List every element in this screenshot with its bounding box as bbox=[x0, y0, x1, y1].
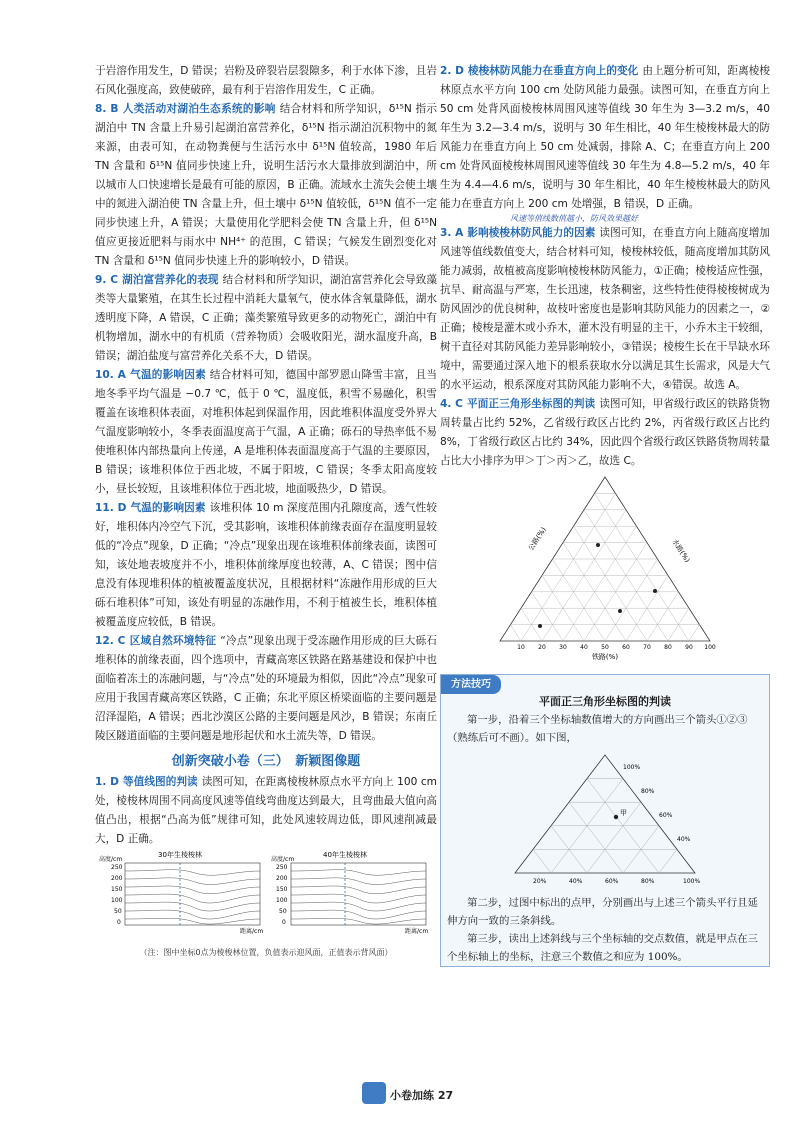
contour-lines-b bbox=[291, 870, 426, 924]
method-tips-box bbox=[440, 674, 770, 967]
bottom-axis-label: 铁路(%) bbox=[591, 653, 619, 661]
paragraph-continued: 于岩溶作用发生，D 错误；岩粉及碎裂岩层裂隙多，利于水体下渗，且岩石风化强度高，致使破碎，最有利于岩溶作用发生，C 正确。 bbox=[95, 65, 437, 96]
ytick: 100 bbox=[111, 897, 123, 904]
ytick: 50 bbox=[279, 908, 287, 915]
percent-label: 40% bbox=[569, 878, 583, 885]
answer-text: 由上题分析可知，距离棱梭林原点水平方向 100 cm 处防风能力最强。读图可知，在垂直方向上 50 cm 处背风面棱梭林周围风速等值线 30 年生为 3—3.2 m/s，40 年生为 3.2—3.4 m/s，说明与 30 年生相比，40 年生棱梭林最大的防风能力在垂直方向上 50 cm 处减弱，排除 A、C；在垂直方向上 200 cm 处背风面棱梭林周围风速等值线 30 年生为 4.8—5.2 m/s，40 年生为 4.4—4.6 m/s，说明与 30 年生相比，40 年生棱梭林最大的防风能力在垂直方向上 200 cm 处增强，B 错误，D 正确。 bbox=[440, 65, 770, 210]
answer-number: 3. A bbox=[440, 227, 464, 239]
point-jia bbox=[596, 543, 600, 547]
answer-tag: 气温的影响因素 bbox=[130, 502, 206, 514]
ytick: 250 bbox=[276, 864, 288, 871]
contour-lines-a bbox=[125, 870, 260, 924]
tips-step-1: 第一步，沿着三个坐标轴数值增大的方向画出三个箭头①②③（熟练后可不画）。如下图， bbox=[447, 714, 748, 744]
percent-label: 40% bbox=[677, 836, 691, 843]
figure-note: （注：图中坐标0点为棱梭林位置，负值表示迎风面，正值表示背风面） bbox=[139, 948, 393, 957]
ytick: 100 bbox=[276, 897, 288, 904]
ytick: 0 bbox=[117, 919, 121, 926]
yticks-b bbox=[276, 864, 288, 926]
answer-number: 12. C bbox=[95, 635, 126, 647]
percent-label: 80% bbox=[641, 788, 655, 795]
tick: 100 bbox=[704, 644, 716, 651]
figure-title-b: 40年生棱梭林 bbox=[323, 851, 367, 859]
answer-number: 2. D bbox=[440, 65, 464, 77]
tick: 80 bbox=[664, 644, 672, 651]
handwritten-note: 风速等值线数值越小，防风效果越好 bbox=[510, 214, 638, 223]
point-ding bbox=[618, 609, 622, 613]
percent-label: 60% bbox=[659, 812, 673, 819]
percent-label: 60% bbox=[605, 878, 619, 885]
left-axis-label: 公路(%) bbox=[526, 525, 548, 553]
ytick: 50 bbox=[114, 908, 122, 915]
province-points bbox=[538, 543, 657, 628]
ytick: 200 bbox=[276, 875, 288, 882]
tick: 10 bbox=[517, 644, 525, 651]
tick: 90 bbox=[685, 644, 693, 651]
answer-10 bbox=[95, 366, 437, 499]
tips-title: 平面正三角形坐标图的判读 bbox=[539, 695, 671, 708]
left-column bbox=[95, 62, 437, 958]
y-axis-label: 高度/cm bbox=[99, 856, 123, 863]
answer-number: 11. D bbox=[95, 502, 127, 514]
answer-tag: 人类活动对湖泊生态系统的影响 bbox=[122, 103, 276, 115]
answer-tag: 等值线图的判读 bbox=[122, 776, 198, 788]
answer-tag: 棱梭林防风能力在垂直方向上的变化 bbox=[467, 65, 639, 77]
ytick: 200 bbox=[111, 875, 123, 882]
answer-text: 结合材料和所学知识，湖泊富营养化会导致藻类等大量繁殖，在其生长过程中消耗大量氧气，使水体含氧量降低，湖水透明度下降，A 错误，C 正确；藻类繁殖导致更多的动物死亡，湖泊中有机物增加，湖水中的有机质（营养物质）会吸收阳光，湖水温度升高，B 错误；湖泊盐度与富营养化关系不大，D 错误。 bbox=[95, 274, 438, 362]
tips-grid bbox=[533, 779, 677, 873]
ytick: 150 bbox=[276, 886, 288, 893]
answer-3 bbox=[440, 224, 770, 395]
answer-text: “冷点”现象出现于受冻融作用形成的巨大砾石堆积体的前缘表面，四个选项中，青藏高寒区铁路在路基建设和保护中也面临着冻土的冻融问题，与“冷点”处的环境最为相似，因此“冷点”现象可应用于我国青藏高寒区铁路，C 正确；东北平原区桥梁面临的主要问题是沼泽湿陷，A 错误；西北沙漠区公路的主要问题是风沙，B 错误；东南丘陵区隧道面临的主要问题是地形起伏和水土流失等，D 错误。 bbox=[95, 635, 438, 742]
answer-tag: 湖泊富营养化的表现 bbox=[122, 274, 219, 286]
tips-triangle-svg bbox=[441, 747, 769, 887]
tick: 30 bbox=[559, 644, 567, 651]
ytick: 0 bbox=[282, 919, 286, 926]
tips-body bbox=[441, 711, 769, 966]
section-title: 创新突破小卷（三） 新颖图像题 bbox=[171, 754, 361, 769]
point-yi bbox=[653, 589, 657, 593]
answer-tag: 气温的影响因素 bbox=[129, 369, 206, 381]
contour-figure-svg bbox=[95, 849, 437, 941]
answer-text: 结合材料和所学知识，δ¹⁵N 指示湖泊中 TN 含量上升易引起湖泊富营养化，δ¹⁵N 指示湖泊沉积物中的氮来源，由表可知，在动物粪便与生活污水中 δ¹⁵N 值较高，1980 年后 TN 含量和 δ¹⁵N 值同步快速上升，说明生活污水大量排放到湖泊中，所以城市人口快速增长是最有可能的原因，B 正确。流域水土流失会使土壤中的氮进入湖泊使 TN 含量上升，但土壤中 δ¹⁵N 值较低，δ¹⁵N 值不一定同步快速上升，A 错误；大量使用化学肥料会使 TN 含量上升，但 δ¹⁵N 值应更接近肥料与雨水中 NH⁴⁺ 的范围，C 错误；气候发生剧烈变化对 TN 含量和 δ¹⁵N 值同步快速上升的影响较小，D 错误。 bbox=[95, 103, 437, 267]
yticks-a bbox=[111, 864, 123, 926]
tips-step-3: 第三步，读出上述斜线与三个坐标轴的交点数值，就是甲点在三个坐标轴上的坐标，注意三个数值之和应为 100%。 bbox=[447, 933, 758, 963]
ternary-figure bbox=[440, 471, 770, 668]
answer-number: 1. D bbox=[95, 776, 119, 788]
tick: 50 bbox=[601, 644, 609, 651]
answer-8 bbox=[95, 100, 437, 271]
tips-step-2: 第二步，过图中标出的点甲，分别画出与上述三个箭头平行且延伸方向一致的三条斜线。 bbox=[447, 897, 758, 927]
page-footer: 小卷加练 27 bbox=[390, 1089, 454, 1102]
contour-figure bbox=[95, 849, 437, 958]
tick: 70 bbox=[643, 644, 651, 651]
answer-tag: 平面正三角形坐标图的判读 bbox=[466, 398, 596, 410]
answer-tag: 区域自然环境特征 bbox=[129, 635, 217, 647]
answer-4 bbox=[440, 395, 770, 471]
answer-number: 4. C bbox=[440, 398, 463, 410]
answer-12 bbox=[95, 632, 437, 746]
ternary-chart-svg bbox=[440, 471, 770, 661]
bottom-ticks bbox=[517, 644, 716, 651]
publisher-logo-icon bbox=[362, 1082, 386, 1104]
answer-11 bbox=[95, 499, 437, 632]
percent-label: 100% bbox=[683, 878, 701, 885]
percent-label: 80% bbox=[641, 878, 655, 885]
tips-header: 方法技巧 bbox=[441, 675, 501, 694]
answer-text: 结合材料可知，德国中部罗恩山降雪丰富，且当地冬季平均气温是 −0.7 ℃，低于 0 ℃，温度低，积雪不易融化，积雪覆盖在该堆积体表面，对堆积体起到保温作用，因此堆积体温度受外界大气温度影响较小，冬季表面温度高于气温，A 正确；砾石的导热率低不易使堆积体内部热量向上传递，A 是堆积体表面温度高于气温的主要原因，B 错误；该堆积体位于西北坡，不属于阳坡，C 错误；冬季太阳高度较小，昼长较短，且该堆积体位于西北坡，地面吸热少，D 错误。 bbox=[95, 369, 438, 495]
y-axis-label: 高度/cm bbox=[271, 856, 295, 863]
ytick: 150 bbox=[111, 886, 123, 893]
tick: 60 bbox=[622, 644, 630, 651]
right-column bbox=[440, 62, 770, 967]
figure-title-a: 30年生棱梭林 bbox=[158, 851, 202, 859]
ternary-grid bbox=[511, 493, 700, 641]
x-axis-label: 距离/cm bbox=[240, 928, 264, 935]
tick: 20 bbox=[538, 644, 546, 651]
x-axis-label: 距离/cm bbox=[405, 928, 429, 935]
answer-number: 9. C bbox=[95, 274, 118, 286]
tick: 40 bbox=[580, 644, 588, 651]
answer-text: 读图可知，甲省级行政区的铁路货物周转量占比约 52%，乙省级行政区占比约 2%，丙省级行政区占比约 8%，丁省级行政区占比约 34%，因此四个省级行政区铁路货物周转量占比大小排序为甲＞丁＞丙＞乙，故选 C。 bbox=[440, 398, 771, 467]
answer-text: 读图可知，在垂直方向上随高度增加风速等值线数值变大，结合材料可知，棱梭林较低，随高度增加其防风能力减弱，故植被高度影响棱梭林防风能力，①正确；棱梭适应性强，抗旱、耐高温与严寒，生长迅速，枝条稠密，这些特性使得棱梭树成为防风固沙的优良树种，故枝叶密度也是影响其防风能力的因素之一，②正确；棱梭是灌木或小乔木，灌木没有明显的主干，小乔木主干较细，树干直径对其防风能力差异影响较小，③错误；棱梭生长在干旱缺水环境中，需要通过深入地下的根系获取水分以满足其生长需求，风是大气的水平运动，根系深度对其防风能力影响不大，④错误。故选 A。 bbox=[440, 227, 770, 391]
answer-number: 10. A bbox=[95, 369, 126, 381]
ytick: 250 bbox=[111, 864, 123, 871]
answer-text: 该堆积体 10 m 深度范围内孔隙度高，透气性较好，堆积体内冷空气下沉，受其影响，该堆积体前缘表面存在温度明显较低的“冷点”现象，D 正确；“冷点”现象出现在该堆积体前缘表面，读图可知，该处地表坡度并不小，堆积体前缘厚度也较薄，A、C 错误；图中信息没有体现堆积体的植被覆盖度状况，且根据材料“冻融作用形成的巨大砾石堆积体”可知，该处有明显的冻融作用，不利于植被生长，堆积体植被覆盖度应较低，B 错误。 bbox=[95, 502, 438, 628]
tips-percent-labels bbox=[533, 764, 700, 885]
answer-1 bbox=[95, 773, 437, 849]
answer-tag: 影响棱梭林防风能力的因素 bbox=[467, 227, 596, 239]
point-jia-label: 甲 bbox=[620, 809, 627, 817]
percent-label: 100% bbox=[623, 764, 641, 771]
percent-label: 20% bbox=[533, 878, 547, 885]
point-bing bbox=[538, 624, 542, 628]
answer-9 bbox=[95, 271, 437, 366]
point-jia-marker bbox=[614, 815, 618, 819]
answer-number: 8. B bbox=[95, 103, 119, 115]
right-axis-label: 水路(%) bbox=[670, 537, 692, 564]
answer-text: 读图可知，在距离棱梭林原点水平方向上 100 cm 处，棱梭林周围不同高度风速等值线弯曲度达到最大，且弯曲最大值向高值凸出，根据“凸高为低”规律可知，此处风速较周边低，即风速削减最大，D 正确。 bbox=[95, 776, 437, 845]
answer-2 bbox=[440, 62, 770, 214]
